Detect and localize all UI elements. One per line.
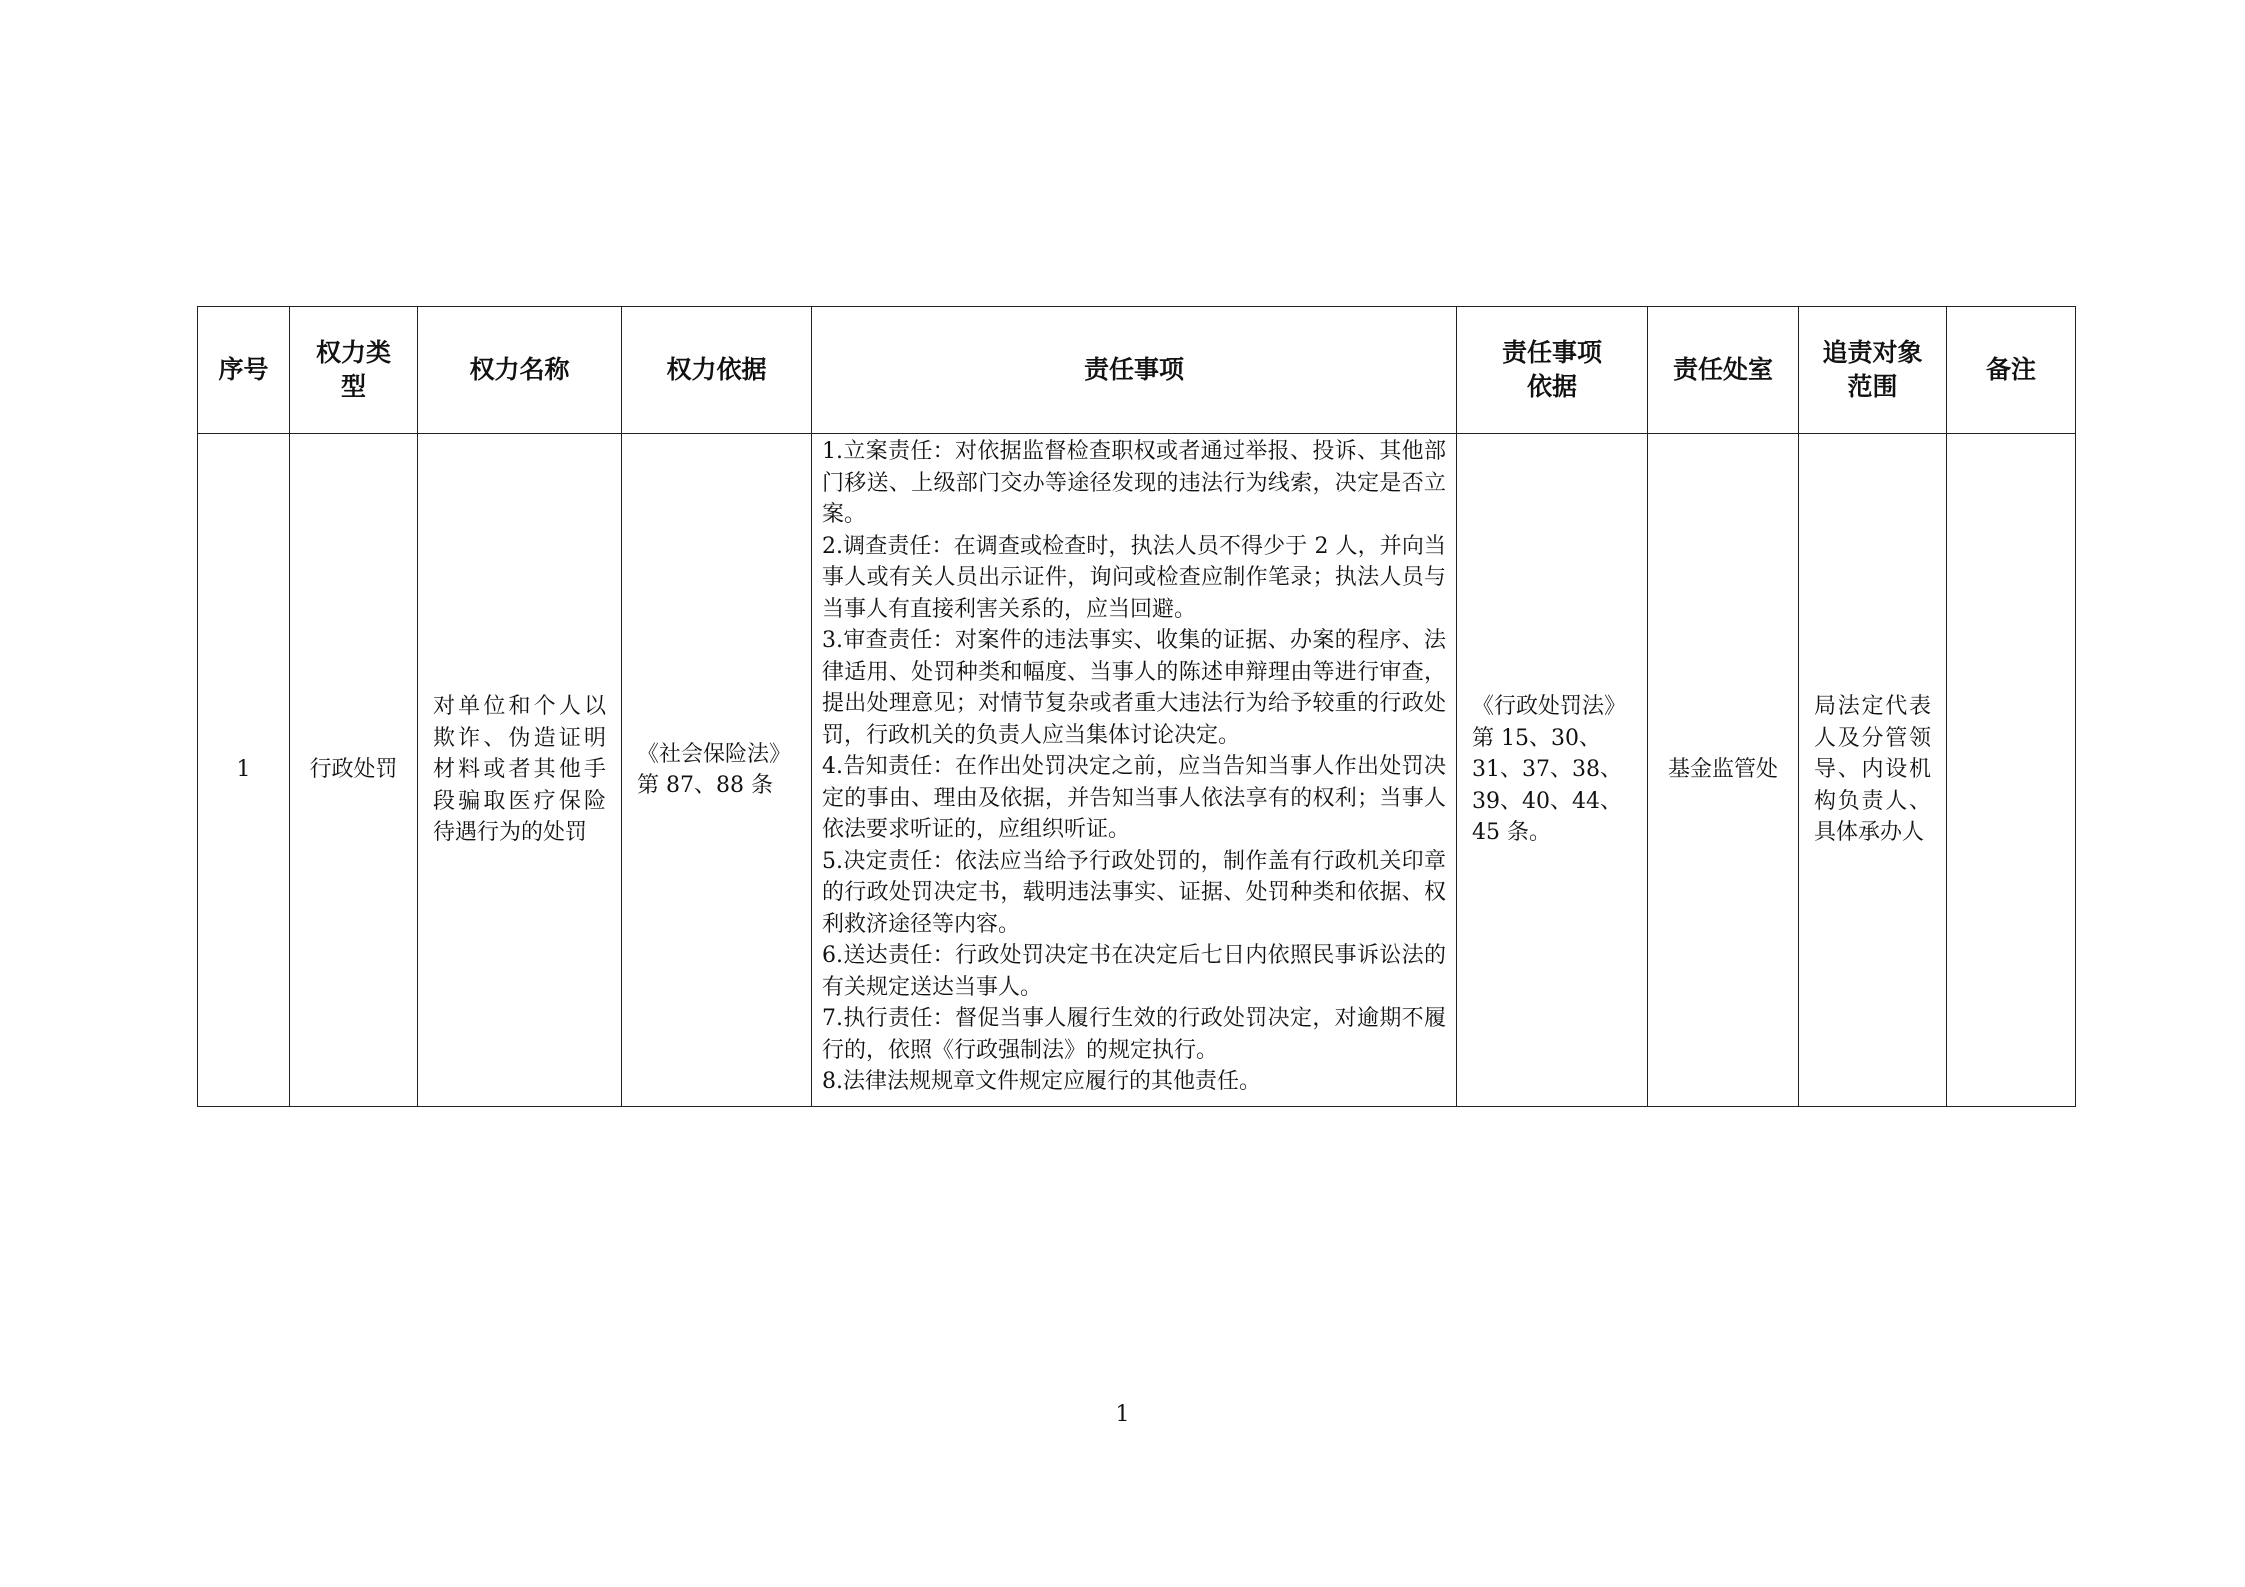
duty-item: 2.调查责任：在调查或检查时，执法人员不得少于 2 人，并向当事人或有关人员出示证件，询问或检查应制作笔录；执法人员与当事人有直接利害关系的，应当回避。 [822, 533, 1446, 622]
cell-accountable-scope [1799, 434, 1947, 1107]
power-name-value: 对单位和个人以欺诈、伪造证明材料或者其他手段骗取医疗保险待遇行为的处罚 [433, 694, 606, 846]
header-duties: 责任事项 [812, 307, 1457, 434]
header-accountable-scope: 追责对象 范围 [1799, 307, 1947, 434]
cell-seq [198, 434, 290, 1107]
duty-item: 8.法律法规规章文件规定应履行的其他责任。 [822, 1069, 1261, 1094]
header-responsible-office: 责任处室 [1648, 307, 1799, 434]
seq-value: 1 [236, 757, 251, 783]
header-power-type: 权力类 型 [290, 307, 418, 434]
header-power-basis: 权力依据 [622, 307, 812, 434]
header-seq: 序号 [198, 307, 290, 434]
power-basis-value: 《社会保险法》第 87、88 条 [637, 741, 792, 798]
table-row [198, 434, 2076, 1107]
cell-responsible-office [1648, 434, 1799, 1107]
header-remarks: 备注 [1947, 307, 2076, 434]
power-type-value: 行政处罚 [309, 757, 398, 783]
header-power-name: 权力名称 [418, 307, 622, 434]
duty-basis-value: 《行政处罚法》第 15、30、31、37、38、39、40、44、45 条。 [1472, 694, 1627, 846]
page-number: 1 [1115, 1402, 1130, 1427]
power-responsibility-table [197, 306, 2076, 1107]
duty-item: 3.审查责任：对案件的违法事实、收集的证据、办案的程序、法律适用、处罚种类和幅度、当事人的陈述申辩理由等进行审查，提出处理意见；对情节复杂或者重大违法行为给予较重的行政处罚，行政机关的负责人应当集体讨论决定。 [822, 628, 1446, 748]
table-header-row [198, 307, 2076, 434]
cell-power-type [290, 434, 418, 1107]
duty-item: 7.执行责任：督促当事人履行生效的行政处罚决定，对逾期不履行的，依照《行政强制法》的规定执行。 [822, 1006, 1446, 1063]
responsible-office-value: 基金监管处 [1667, 757, 1778, 783]
accountable-scope-value: 局法定代表人及分管领导、内设机构负责人、具体承办人 [1814, 694, 1931, 846]
duty-item: 1.立案责任：对依据监督检查职权或者通过举报、投诉、其他部门移送、上级部门交办等途径发现的违法行为线索，决定是否立案。 [822, 439, 1446, 527]
cell-power-name [418, 434, 622, 1107]
cell-duties [812, 434, 1457, 1107]
duty-item: 6.送达责任：行政处罚决定书在决定后七日内依照民事诉讼法的有关规定送达当事人。 [822, 943, 1446, 1000]
duty-item: 4.告知责任：在作出处罚决定之前，应当告知当事人作出处罚决定的事由、理由及依据，并告知当事人依法享有的权利；当事人依法要求听证的，应组织听证。 [822, 754, 1446, 842]
cell-duty-basis [1457, 434, 1648, 1107]
cell-power-basis [622, 434, 812, 1107]
duty-item: 5.决定责任：依法应当给予行政处罚的，制作盖有行政机关印章的行政处罚决定书，载明违法事实、证据、处罚种类和依据、权利救济途径等内容。 [822, 848, 1446, 937]
cell-remarks [1947, 434, 2076, 1107]
header-duty-basis: 责任事项 依据 [1457, 307, 1648, 434]
